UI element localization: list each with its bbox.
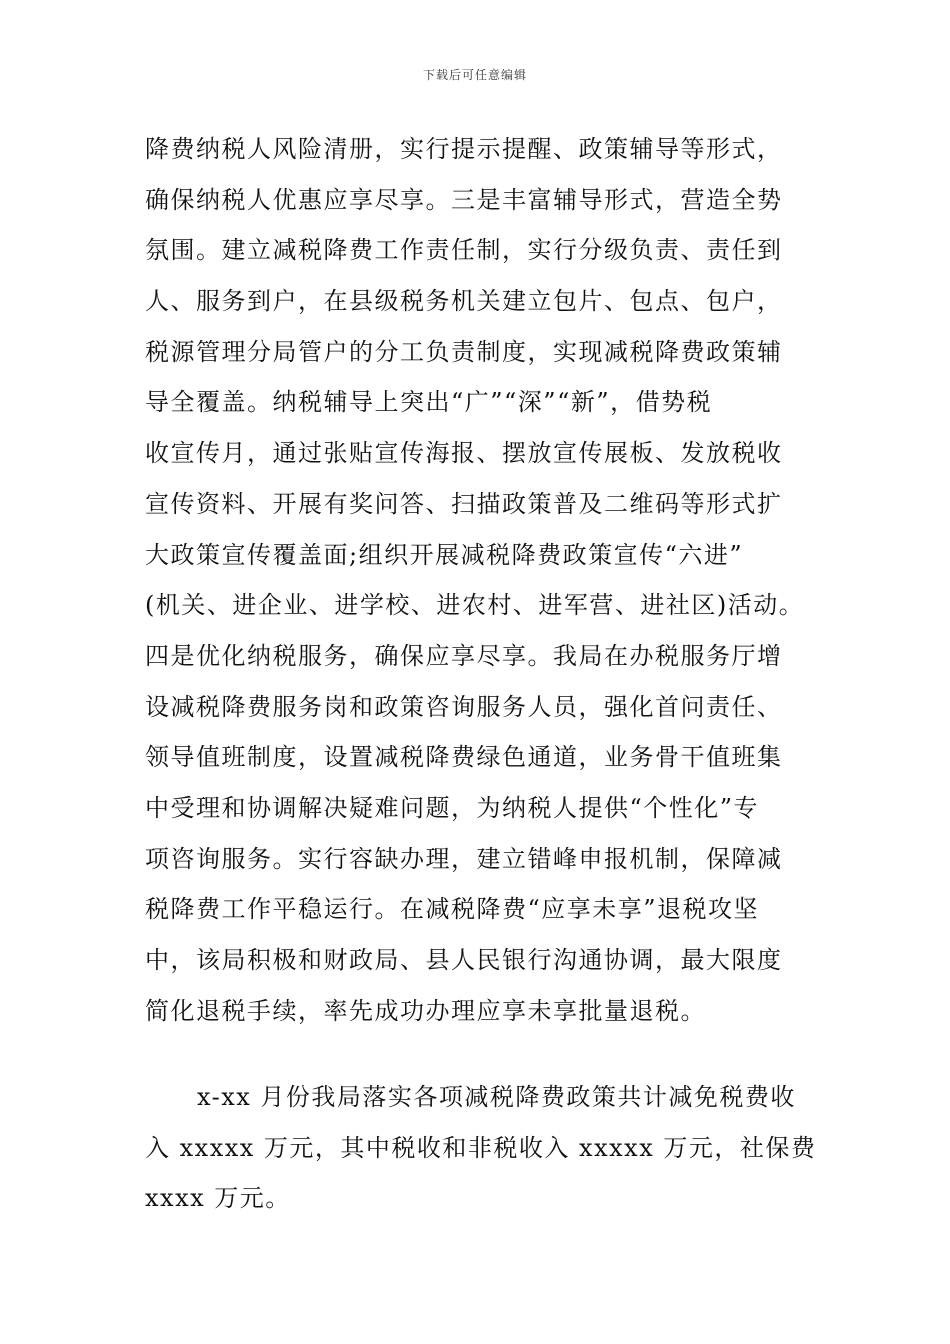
paragraph-line: 导全覆盖。纳税辅导上突出“广”“深”“新”，借势税 (145, 388, 713, 417)
paragraph-line: 氛围。建立减税降费工作责任制，实行分级负责、责任到 (145, 236, 783, 265)
paragraph-line: 降费纳税人风险清册，实行提示提醒、政策辅导等形式， (145, 135, 783, 163)
paragraph-line: 收宣传月，通过张贴宣传海报、摆放宣传展板、发放税收 (145, 439, 783, 468)
paragraph-line: 设减税降费服务岗和政策咨询服务人员，强化首问责任、 (145, 692, 783, 721)
header-note: 下载后可任意编辑 (422, 68, 527, 82)
paragraph-line: 四是优化纳税服务，确保应享尽享。我局在办税服务厅增 (145, 641, 783, 670)
paragraph-line: (机关、进企业、进学校、进农村、进军营、进社区)活动。 (145, 591, 805, 620)
paragraph-line: 确保纳税人优惠应享尽享。三是丰富辅导形式，营造全势 (145, 185, 783, 214)
paragraph-line: 入 xxxxx 万元，其中税收和非税收入 xxxxx 万元，社保费 (145, 1133, 817, 1162)
paragraph-line: 简化退税手续，率先成功办理应享未享批量退税。 (145, 996, 706, 1025)
paragraph-line: 税降费工作平稳运行。在减税降费“应享未享”退税攻坚 (145, 895, 760, 924)
paragraph-line: 宣传资料、开展有奖问答、扫描政策普及二维码等形式扩 (145, 489, 783, 518)
paragraph-line: 大政策宣传覆盖面;组织开展减税降费政策宣传“六进” (145, 540, 744, 569)
paragraph-line: 税源管理分局管户的分工负责制度，实现减税降费政策辅 (145, 337, 783, 366)
paragraph-line: 中受理和协调解决疑难问题，为纳税人提供“个性化”专 (145, 793, 760, 822)
paragraph-line: x-xx 月份我局落实各项减税降费政策共计减免税费收 (197, 1083, 796, 1111)
paragraph-line: 项咨询服务。实行容缺办理，建立错峰申报机制，保障减 (145, 844, 783, 873)
paragraph-line: 人、服务到户，在县级税务机关建立包片、包点、包户， (145, 287, 783, 316)
body-paragraph-1 (145, 124, 825, 1036)
paragraph-line: 领导值班制度，设置减税降费绿色通道，业务骨干值班集 (145, 743, 783, 772)
paragraph-line: xxxx 万元。 (145, 1184, 291, 1213)
body-paragraph-2 (145, 1072, 825, 1224)
paragraph-line: 中，该局积极和财政局、县人民银行沟通协调，最大限度 (145, 946, 783, 974)
